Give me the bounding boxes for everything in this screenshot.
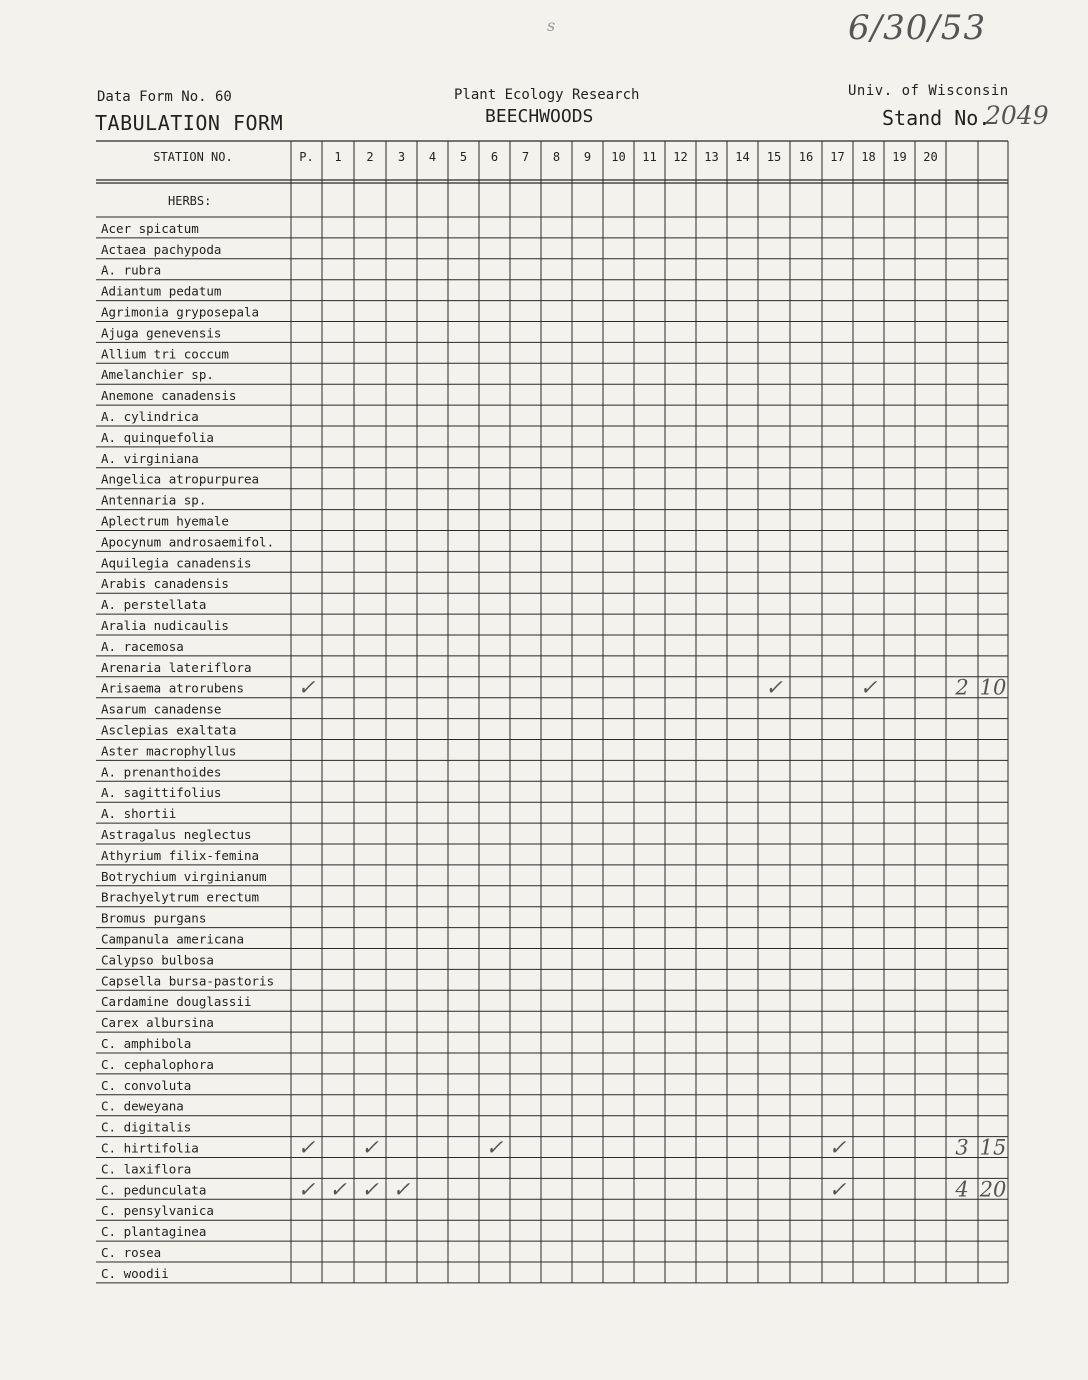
species-name: Actaea pachypoda <box>101 241 222 257</box>
species-name: Capsella bursa-pastoris <box>101 973 275 989</box>
species-name: Arisaema atrorubens <box>101 680 244 696</box>
species-name: Botrychium virginianum <box>101 868 267 884</box>
column-header: 20 <box>923 150 938 164</box>
column-header: 8 <box>552 150 561 164</box>
species-name: C. laxiflora <box>101 1161 192 1177</box>
column-header: 10 <box>611 150 626 164</box>
species-name: A. quinquefolia <box>101 429 214 445</box>
species-name: Athyrium filix-femina <box>101 847 260 863</box>
species-name: Asarum canadense <box>101 701 222 717</box>
handwritten-total: 3 <box>955 1135 969 1160</box>
species-name: A. prenanthoides <box>101 764 222 780</box>
species-name: C. amphibola <box>101 1036 192 1051</box>
herbs-section-label: HERBS: <box>168 194 212 208</box>
species-name: C. deweyana <box>101 1098 184 1114</box>
column-header: 9 <box>583 150 592 164</box>
species-name: C. convoluta <box>101 1077 192 1093</box>
species-name: A. shortii <box>101 806 177 822</box>
column-header: 2 <box>366 150 374 164</box>
species-name: A. sagittifolius <box>101 785 222 801</box>
column-header: 13 <box>704 150 719 164</box>
form-title: TABULATION FORM <box>95 111 284 135</box>
column-header: 3 <box>397 150 406 164</box>
station-no-header: STATION NO. <box>153 150 233 164</box>
species-name: Aplectrum hyemale <box>101 513 229 529</box>
stand-label: Stand No. <box>882 106 991 130</box>
handwritten-date: 6/30/53 <box>848 8 987 48</box>
species-name: Brachyelytrum erectum <box>101 889 260 905</box>
species-name: A. rubra <box>101 262 162 278</box>
check-mark: ✓ <box>329 1177 347 1202</box>
species-name: C. woodii <box>101 1265 169 1281</box>
column-header: 6 <box>490 150 499 164</box>
species-name: Campanula americana <box>101 931 244 947</box>
pencil-mark: s <box>547 16 556 35</box>
species-name: Bromus purgans <box>101 910 207 926</box>
check-mark: ✓ <box>361 1177 379 1202</box>
species-name: C. pedunculata <box>101 1182 207 1198</box>
species-name: Aquilegia canadensis <box>101 555 252 571</box>
check-mark: ✓ <box>297 675 316 700</box>
check-mark: ✓ <box>392 1177 411 1202</box>
species-name: A. virginiana <box>101 450 199 466</box>
check-mark: ✓ <box>828 1135 847 1160</box>
column-header: 7 <box>521 150 530 164</box>
species-name: Adiantum pedatum <box>101 283 222 299</box>
check-mark: ✓ <box>859 675 878 700</box>
species-name: C. hirtifolia <box>101 1140 199 1156</box>
species-name: Aralia nudicaulis <box>101 618 229 633</box>
check-mark: ✓ <box>361 1135 379 1160</box>
column-header: 5 <box>459 150 468 164</box>
species-name: Astragalus neglectus <box>101 827 252 842</box>
column-header: 15 <box>766 150 782 164</box>
column-header: 18 <box>861 150 876 164</box>
species-name: Arenaria lateriflora <box>101 659 252 675</box>
species-name: C. pensylvanica <box>101 1203 214 1219</box>
check-mark: ✓ <box>297 1177 316 1202</box>
species-name: Arabis canadensis <box>101 576 229 592</box>
stand-number-handwritten: 2049 <box>985 101 1049 130</box>
species-name: Asclepias exaltata <box>101 722 237 738</box>
project-name: BEECHWOODS <box>485 106 594 127</box>
species-name: C. plantaginea <box>101 1224 207 1240</box>
check-mark: ✓ <box>297 1135 316 1160</box>
column-header: P. <box>299 150 314 164</box>
institution-name: Univ. of Wisconsin <box>848 83 1009 99</box>
check-mark: ✓ <box>485 1135 504 1160</box>
column-header: 12 <box>673 150 688 164</box>
handwritten-total: 10 <box>979 675 1007 700</box>
species-name: A. racemosa <box>101 638 184 654</box>
species-name: Amelanchier sp. <box>101 367 214 383</box>
species-name: Allium tri coccum <box>101 346 229 362</box>
species-name: C. rosea <box>101 1245 162 1260</box>
species-name: Anemone canadensis <box>101 388 237 404</box>
species-name: Antennaria sp. <box>101 492 207 508</box>
species-name: Acer spicatum <box>101 220 199 236</box>
handwritten-total: 20 <box>979 1177 1007 1202</box>
department-name: Plant Ecology Research <box>454 87 640 103</box>
species-name: Calypso bulbosa <box>101 952 214 968</box>
column-header: 19 <box>892 150 907 164</box>
handwritten-total: 4 <box>955 1177 969 1202</box>
handwritten-total: 2 <box>955 675 969 700</box>
column-header: 16 <box>798 150 814 164</box>
species-name: C. cephalophora <box>101 1056 214 1072</box>
species-name: C. digitalis <box>101 1119 192 1135</box>
species-name: Ajuga genevensis <box>101 325 222 341</box>
column-header: 4 <box>428 150 437 164</box>
species-name: Cardamine douglassii <box>101 994 252 1010</box>
species-name: A. perstellata <box>101 597 207 613</box>
species-name: Angelica atropurpurea <box>101 471 260 487</box>
check-mark: ✓ <box>765 675 783 700</box>
column-header: 11 <box>642 150 657 164</box>
column-header: 14 <box>735 150 750 164</box>
species-name: Aster macrophyllus <box>101 743 237 759</box>
species-name: Agrimonia gryposepala <box>101 304 260 320</box>
species-name: Apocynum androsaemifol. <box>101 534 275 550</box>
column-header: 1 <box>334 150 342 164</box>
handwritten-total: 15 <box>979 1135 1007 1160</box>
check-mark: ✓ <box>828 1177 847 1202</box>
column-header: 17 <box>830 150 845 164</box>
form-number: Data Form No. 60 <box>97 89 232 105</box>
species-name: A. cylindrica <box>101 409 199 424</box>
species-name: Carex albursina <box>101 1015 214 1031</box>
